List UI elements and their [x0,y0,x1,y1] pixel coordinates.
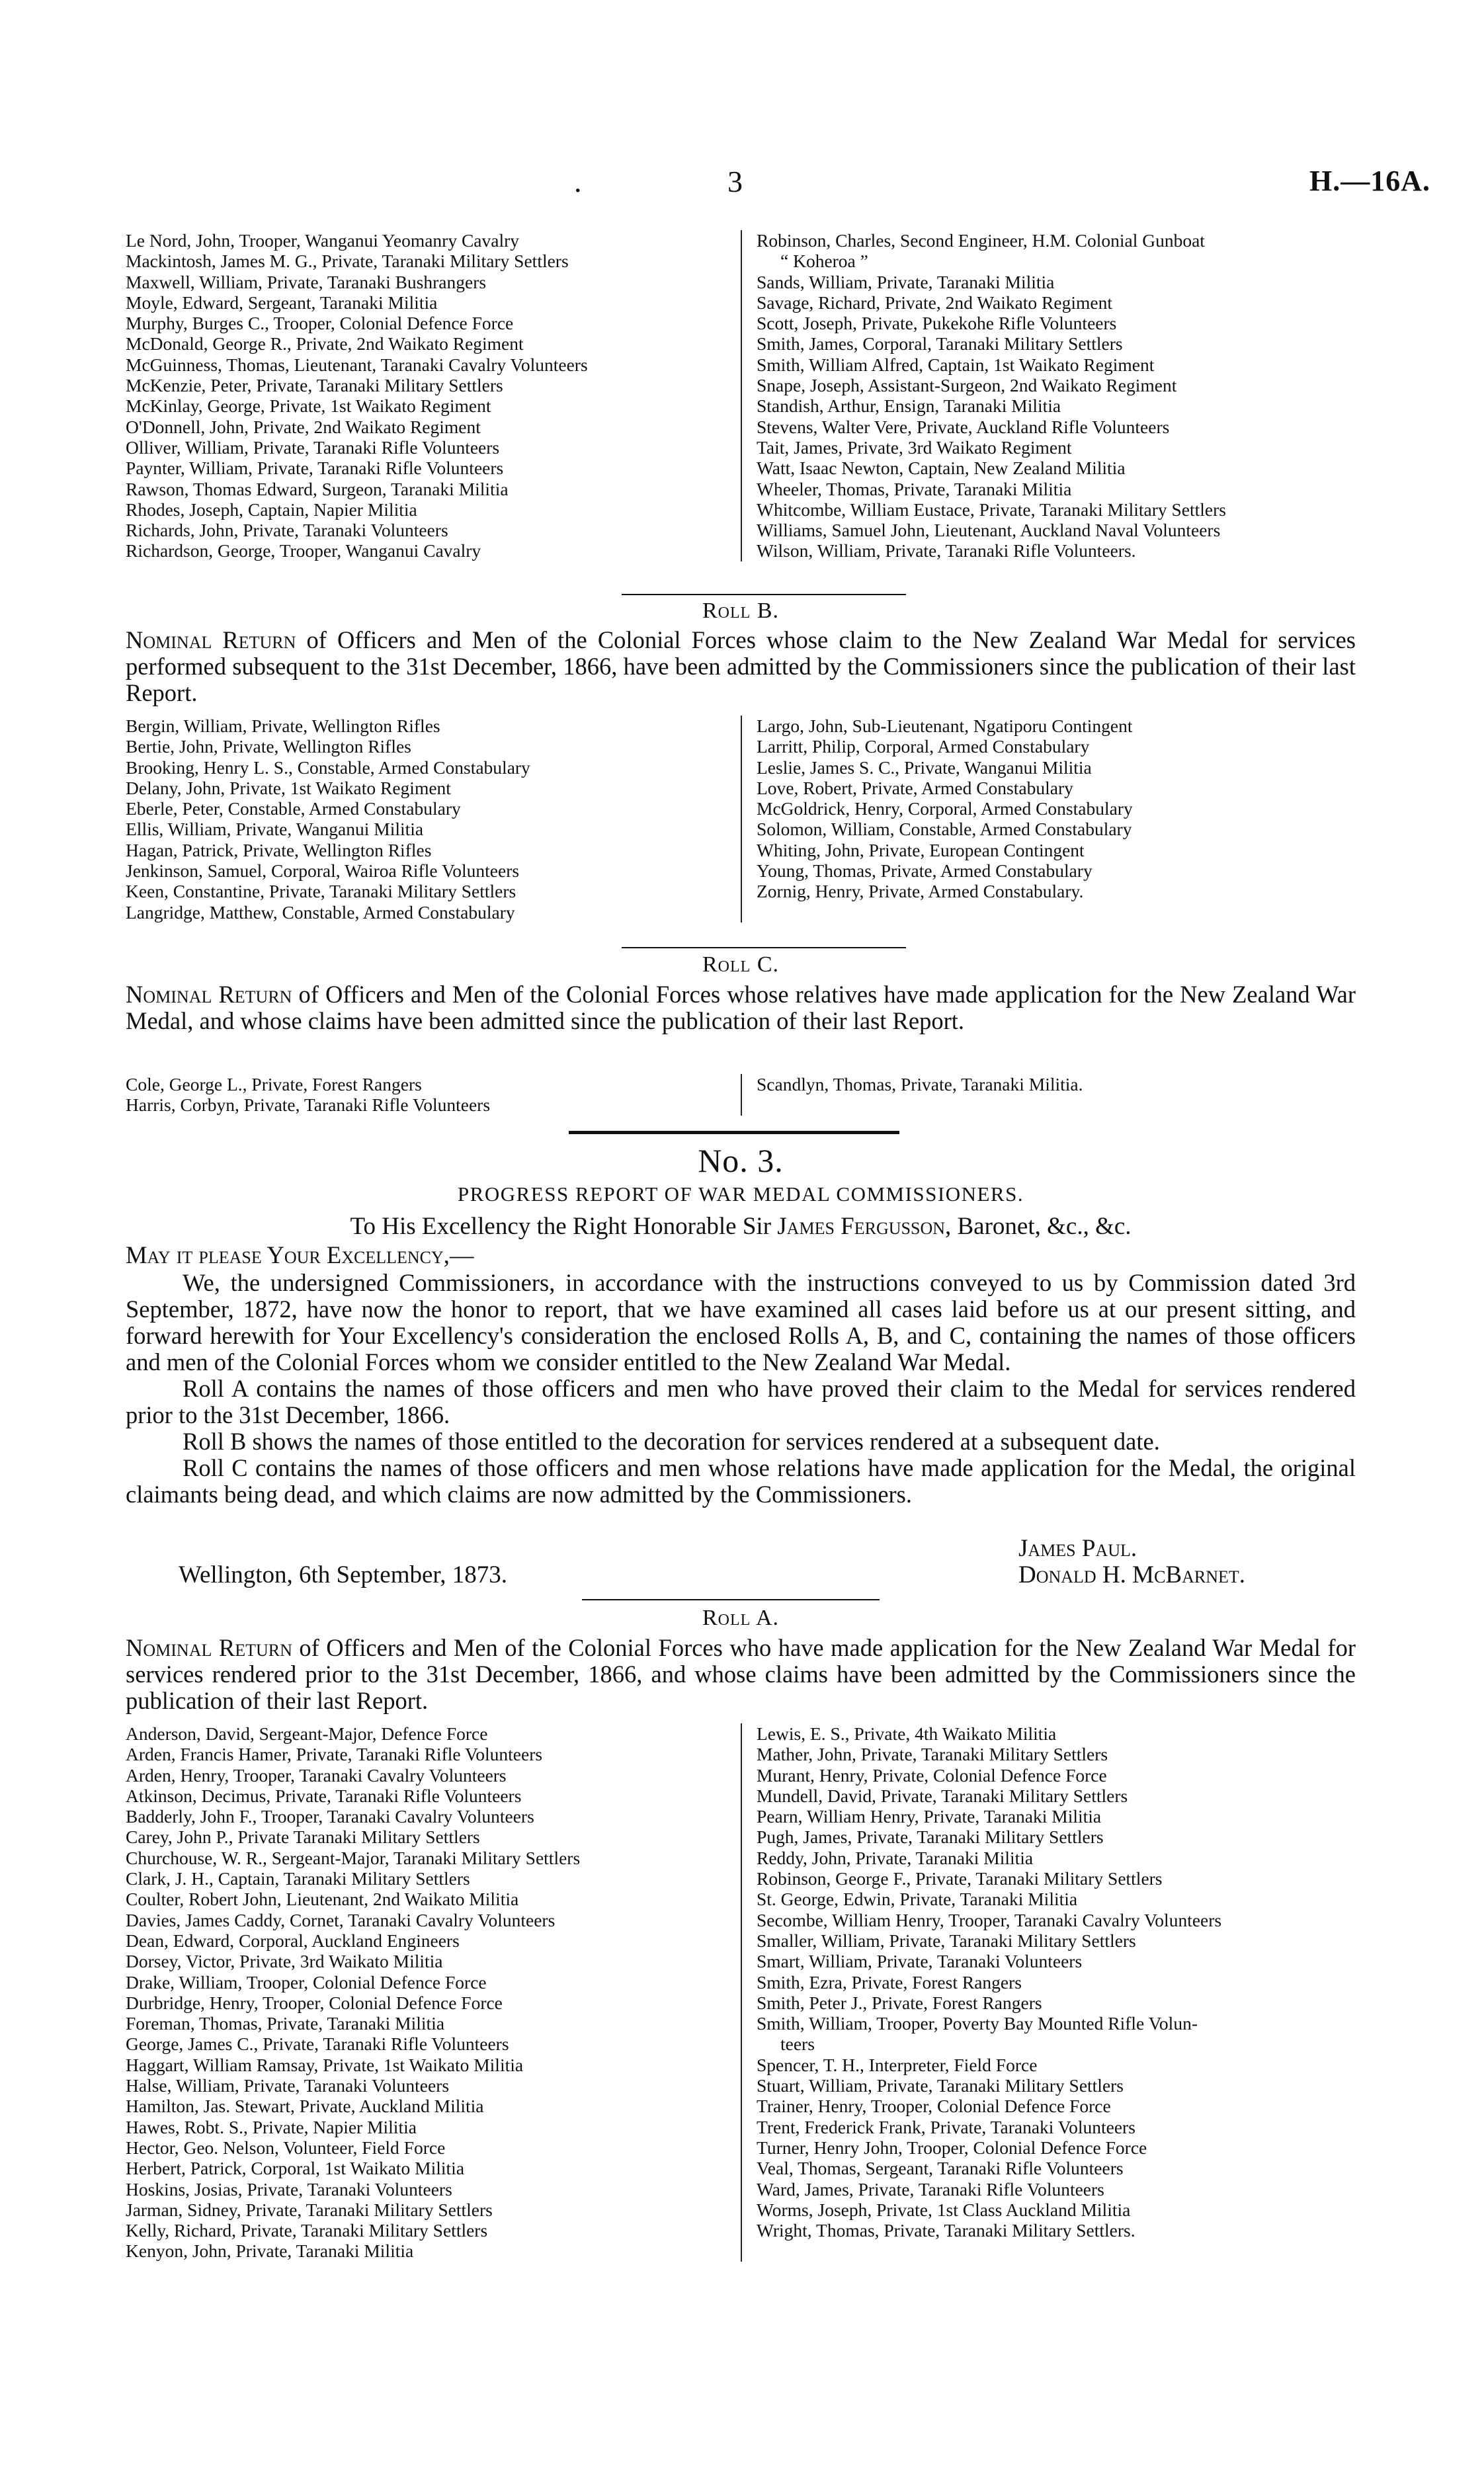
list-item: Young, Thomas, Private, Armed Constabulary [757,860,1092,882]
section-divider [582,1599,880,1600]
roll-a-left-column [126,1723,734,2262]
list-item: Richards, John, Private, Taranaki Volunteers [126,520,448,541]
list-item: Arden, Henry, Trooper, Taranaki Cavalry Volunteers [126,1764,507,1786]
list-item: Smith, Peter J., Private, Forest Rangers [757,1992,1042,2013]
signatory-1: James Paul. [1018,1535,1137,1562]
roll-b-left-column [126,716,734,923]
list-item: McKenzie, Peter, Private, Taranaki Military Settlers [126,375,503,396]
roll-a-intro [126,1635,1356,1714]
list-item: Rawson, Thomas Edward, Surgeon, Taranaki Militia [126,478,509,499]
roll-c-intro-lead: Nominal Return [126,981,292,1008]
list-item: Durbridge, Henry, Trooper, Colonial Defence Force [126,1992,503,2013]
list-item: Coulter, Robert John, Lieutenant, 2nd Waikato Militia [126,1889,519,1910]
list-item: Largo, John, Sub-Lieutenant, Ngatiporu Contingent [757,716,1133,736]
list-item: Murant, Henry, Private, Colonial Defence Force [757,1764,1107,1786]
list-item: Jenkinson, Samuel, Corporal, Wairoa Rifle Volunteers [126,860,520,882]
list-item: Tait, James, Private, 3rd Waikato Regiment [757,436,1072,458]
list-item: Herbert, Patrick, Corporal, 1st Waikato Militia [126,2158,465,2179]
address-line [126,1212,1356,1241]
list-item: Richardson, George, Trooper, Wanganui Cavalry [126,540,481,561]
list-item: Wright, Thomas, Private, Taranaki Military Settlers. [757,2220,1135,2241]
list-item: Williams, Samuel John, Lieutenant, Auckland Naval Volunteers [757,520,1221,541]
list-item: Secombe, William Henry, Trooper, Taranaki Cavalry Volunteers [757,1909,1222,1930]
roll-b-list [126,716,1133,923]
page-number: 3 [727,165,743,198]
list-item: Turner, Henry John, Trooper, Colonial Defence Force [757,2137,1147,2158]
list-item: Hawes, Robt. S., Private, Napier Militia [126,2116,417,2137]
list-item: Whitcombe, William Eustace, Private, Taranaki Military Settlers [757,499,1226,520]
list-item: McGuinness, Thomas, Lieutenant, Taranaki Cavalry Volunteers [126,354,588,375]
list-item: Moyle, Edward, Sergeant, Taranaki Militia [126,292,438,313]
list-item: Trainer, Henry, Trooper, Colonial Defence Force [757,2096,1111,2117]
roll-b-right-column [741,716,1133,923]
roll-a-continued-list [126,230,1226,561]
list-item: Solomon, William, Constable, Armed Constabulary [757,819,1132,840]
list-item: Paynter, William, Private, Taranaki Rifle Volunteers [126,458,504,479]
list-item: Kenyon, John, Private, Taranaki Militia [126,2241,414,2262]
report-body [126,1270,1356,1508]
address-name: James Fergusson [777,1213,945,1240]
list-item: Kelly, Richard, Private, Taranaki Military Settlers [126,2220,488,2241]
list-item: Watt, Isaac Newton, Captain, New Zealand Militia [757,458,1126,479]
roll-c-title: Roll C. [702,952,779,977]
list-item: Savage, Richard, Private, 2nd Waikato Regiment [757,292,1112,313]
report-title: PROGRESS REPORT OF WAR MEDAL COMMISSIONERS. [457,1182,1024,1206]
list-item: Ellis, William, Private, Wanganui Militia [126,819,424,840]
list-item: Smart, William, Private, Taranaki Volunteers [757,1951,1083,1972]
list-item-continuation: teers [780,2034,815,2055]
roll-b-title: Roll B. [702,598,779,623]
list-item: Bertie, John, Private, Wellington Rifles [126,736,411,757]
roll-a-intro-text: of Officers and Men of the Colonial Forces who have made application for the New Zealand War Medal for services rendered prior to the 31st December, 1866, and whose claims have been admitted by the Commissioners since the publication of their last Report. [126,1634,1356,1714]
list-item: Drake, William, Trooper, Colonial Defence Force [126,1971,487,1993]
report-paragraph: We, the undersigned Commissioners, in accordance with the instructions conveyed to us by Commission dated 3rd September, 1872, have now the honor to report, that we have examined all cases laid before us at our present sitting, and forward herewith for Your Excellency's consideration the enclosed Rolls A, B, and C, containing the names of those officers and men of the Colonial Forces whom we consider entitled to the New Zealand War Medal. [126,1269,1356,1376]
list-item: Larritt, Philip, Corporal, Armed Constabulary [757,736,1090,757]
list-item: Robinson, Charles, Second Engineer, H.M. Colonial Gunboat [757,230,1205,251]
list-item: Trent, Frederick Frank, Private, Taranaki Volunteers [757,2116,1135,2137]
list-item: Love, Robert, Private, Armed Constabulary [757,777,1073,798]
list-item: Delany, John, Private, 1st Waikato Regiment [126,777,451,798]
roll-a-continued-left-column [126,230,734,561]
list-item: Clark, J. H., Captain, Taranaki Military Settlers [126,1868,470,1889]
list-item: McGoldrick, Henry, Corporal, Armed Constabulary [757,798,1133,819]
list-item: Veal, Thomas, Sergeant, Taranaki Rifle Volunteers [757,2158,1124,2179]
address-suffix: , Baronet, &c., &c. [945,1213,1132,1240]
list-item: Wilson, William, Private, Taranaki Rifle Volunteers. [757,540,1136,561]
place-date: Wellington, 6th September, 1873. [179,1561,508,1588]
list-item: Stuart, William, Private, Taranaki Military Settlers [757,2075,1124,2096]
list-item: George, James C., Private, Taranaki Rifle Volunteers [126,2034,509,2055]
roll-c-intro-text: of Officers and Men of the Colonial Forces whose relatives have made application for the New Zealand War Medal, and whose claims have been admitted since the publication of their last Report. [126,981,1356,1034]
document-reference: H.—16A. [1309,165,1430,197]
list-item: Mather, John, Private, Taranaki Military Settlers [757,1744,1108,1765]
list-item: Atkinson, Decimus, Private, Taranaki Rifle Volunteers [126,1785,522,1806]
roll-b-intro [126,627,1356,706]
signatory-2: Donald H. McBarnet. [1018,1561,1246,1588]
list-item: Sands, William, Private, Taranaki Militia [757,271,1055,292]
list-item: Reddy, John, Private, Taranaki Militia [757,1847,1034,1868]
roll-c-right-column [741,1074,1083,1116]
roll-a-list [126,1723,1221,2262]
list-item: Carey, John P., Private Taranaki Military Settlers [126,1827,480,1848]
list-item: Bergin, William, Private, Wellington Rifles [126,716,440,736]
report-paragraph: Roll C contains the names of those officers and men whose relations have made application for the Medal, the original claimants being dead, and which claims are now admitted by the Commissioners. [126,1454,1356,1508]
list-item: Langridge, Matthew, Constable, Armed Constabulary [126,901,515,923]
list-item: Scandlyn, Thomas, Private, Taranaki Militia. [757,1074,1083,1094]
list-item: Murphy, Burges C., Trooper, Colonial Defence Force [126,313,514,334]
list-item-spacer [757,1094,1083,1115]
list-item-continuation: “ Koheroa ” [780,251,868,272]
list-item: Robinson, George F., Private, Taranaki Military Settlers [757,1868,1163,1889]
list-item: Pearn, William Henry, Private, Taranaki Militia [757,1806,1102,1827]
list-item: Rhodes, Joseph, Captain, Napier Militia [126,499,417,520]
list-item: Smith, Ezra, Private, Forest Rangers [757,1971,1022,1993]
list-item: Stevens, Walter Vere, Private, Auckland Rifle Volunteers [757,416,1170,437]
list-item: St. George, Edwin, Private, Taranaki Militia [757,1889,1078,1910]
roll-a-right-column [741,1723,1221,2262]
list-item: Snape, Joseph, Assistant-Surgeon, 2nd Waikato Regiment [757,375,1177,396]
list-item: Le Nord, John, Trooper, Wanganui Yeomanry Cavalry [126,230,520,251]
list-item: Pugh, James, Private, Taranaki Military Settlers [757,1827,1104,1848]
list-item: Smaller, William, Private, Taranaki Military Settlers [757,1930,1136,1951]
list-item: Worms, Joseph, Private, 1st Class Auckland Militia [757,2199,1131,2220]
list-item: Hoskins, Josias, Private, Taranaki Volunteers [126,2178,452,2200]
list-item: McKinlay, George, Private, 1st Waikato Regiment [126,395,491,417]
roll-c-left-column [126,1074,734,1116]
roll-b-intro-text: of Officers and Men of the Colonial Forces whose claim to the New Zealand War Medal for services performed subsequent to the 31st December, 1866, have been admitted by the Commissioners since the publication of their last Report. [126,626,1356,706]
list-item: Ward, James, Private, Taranaki Rifle Volunteers [757,2178,1104,2200]
list-item: Davies, James Caddy, Cornet, Taranaki Cavalry Volunteers [126,1909,556,1930]
roll-a-continued-right-column [741,230,1226,561]
list-item: Dean, Edward, Corporal, Auckland Engineers [126,1930,460,1951]
list-item: Mackintosh, James M. G., Private, Taranaki Military Settlers [126,251,569,272]
list-item: Olliver, William, Private, Taranaki Rifle Volunteers [126,436,500,458]
roll-c-intro [126,981,1356,1034]
list-item: O'Donnell, John, Private, 2nd Waikato Regiment [126,416,481,437]
list-item: Lewis, E. S., Private, 4th Waikato Militia [757,1723,1057,1744]
section-divider [622,947,906,948]
major-section-divider [569,1131,899,1134]
list-item: Brooking, Henry L. S., Constable, Armed Constabulary [126,757,530,778]
salutation: May it please Your Excellency,— [126,1241,474,1268]
list-item: Eberle, Peter, Constable, Armed Constabulary [126,798,461,819]
roll-a-intro-lead: Nominal Return [126,1634,292,1661]
list-item: Zornig, Henry, Private, Armed Constabulary. [757,881,1084,902]
list-item: Anderson, David, Sergeant-Major, Defence Force [126,1723,488,1744]
list-item: Whiting, John, Private, European Contingent [757,839,1085,860]
list-item: Scott, Joseph, Private, Pukekohe Rifle Volunteers [757,313,1117,334]
report-paragraph: Roll A contains the names of those officers and men who have proved their claim to the Medal for services rendered prior to the 31st December, 1866. [126,1375,1356,1428]
list-item: Foreman, Thomas, Private, Taranaki Militia [126,2013,445,2034]
list-item: Mundell, David, Private, Taranaki Military Settlers [757,1785,1128,1806]
list-item: Wheeler, Thomas, Private, Taranaki Militia [757,478,1072,499]
section-number-title: No. 3. [698,1142,784,1179]
list-item: Dorsey, Victor, Private, 3rd Waikato Militia [126,1951,443,1972]
list-item: Halse, William, Private, Taranaki Volunteers [126,2075,450,2096]
list-item: McDonald, George R., Private, 2nd Waikato Regiment [126,333,524,354]
section-divider [622,594,906,595]
header-dot: . [574,165,582,198]
roll-b-intro-lead: Nominal Return [126,626,296,653]
address-prefix: To His Excellency the Right Honorable Sir [350,1213,778,1240]
list-item: Arden, Francis Hamer, Private, Taranaki Rifle Volunteers [126,1744,543,1765]
list-item: Hector, Geo. Nelson, Volunteer, Field Force [126,2137,446,2158]
list-item: Hamilton, Jas. Stewart, Private, Auckland Militia [126,2096,484,2117]
list-item: Standish, Arthur, Ensign, Taranaki Militia [757,395,1061,417]
list-item: Keen, Constantine, Private, Taranaki Military Settlers [126,881,516,902]
list-item: Jarman, Sidney, Private, Taranaki Military Settlers [126,2199,493,2220]
list-item: Hagan, Patrick, Private, Wellington Rifles [126,839,432,860]
roll-c-list [126,1074,1083,1116]
list-item: Harris, Corbyn, Private, Taranaki Rifle Volunteers [126,1094,491,1116]
list-item: Smith, James, Corporal, Taranaki Military Settlers [757,333,1123,354]
list-item: Spencer, T. H., Interpreter, Field Force [757,2054,1038,2075]
list-item: Badderly, John F., Trooper, Taranaki Cavalry Volunteers [126,1806,534,1827]
list-item: Haggart, William Ramsay, Private, 1st Waikato Militia [126,2054,524,2075]
roll-a-title: Roll A. [702,1606,779,1630]
list-item: Churchouse, W. R., Sergeant-Major, Taranaki Military Settlers [126,1847,581,1868]
list-item: Leslie, James S. C., Private, Wanganui Militia [757,757,1092,778]
list-item: Smith, William, Trooper, Poverty Bay Mounted Rifle Volun- [757,2013,1198,2034]
list-item: Cole, George L., Private, Forest Rangers [126,1074,422,1094]
list-item: Smith, William Alfred, Captain, 1st Waikato Regiment [757,354,1155,375]
list-item: Maxwell, William, Private, Taranaki Bushrangers [126,271,487,292]
report-paragraph: Roll B shows the names of those entitled to the decoration for services rendered at a subsequent date. [183,1428,1160,1455]
